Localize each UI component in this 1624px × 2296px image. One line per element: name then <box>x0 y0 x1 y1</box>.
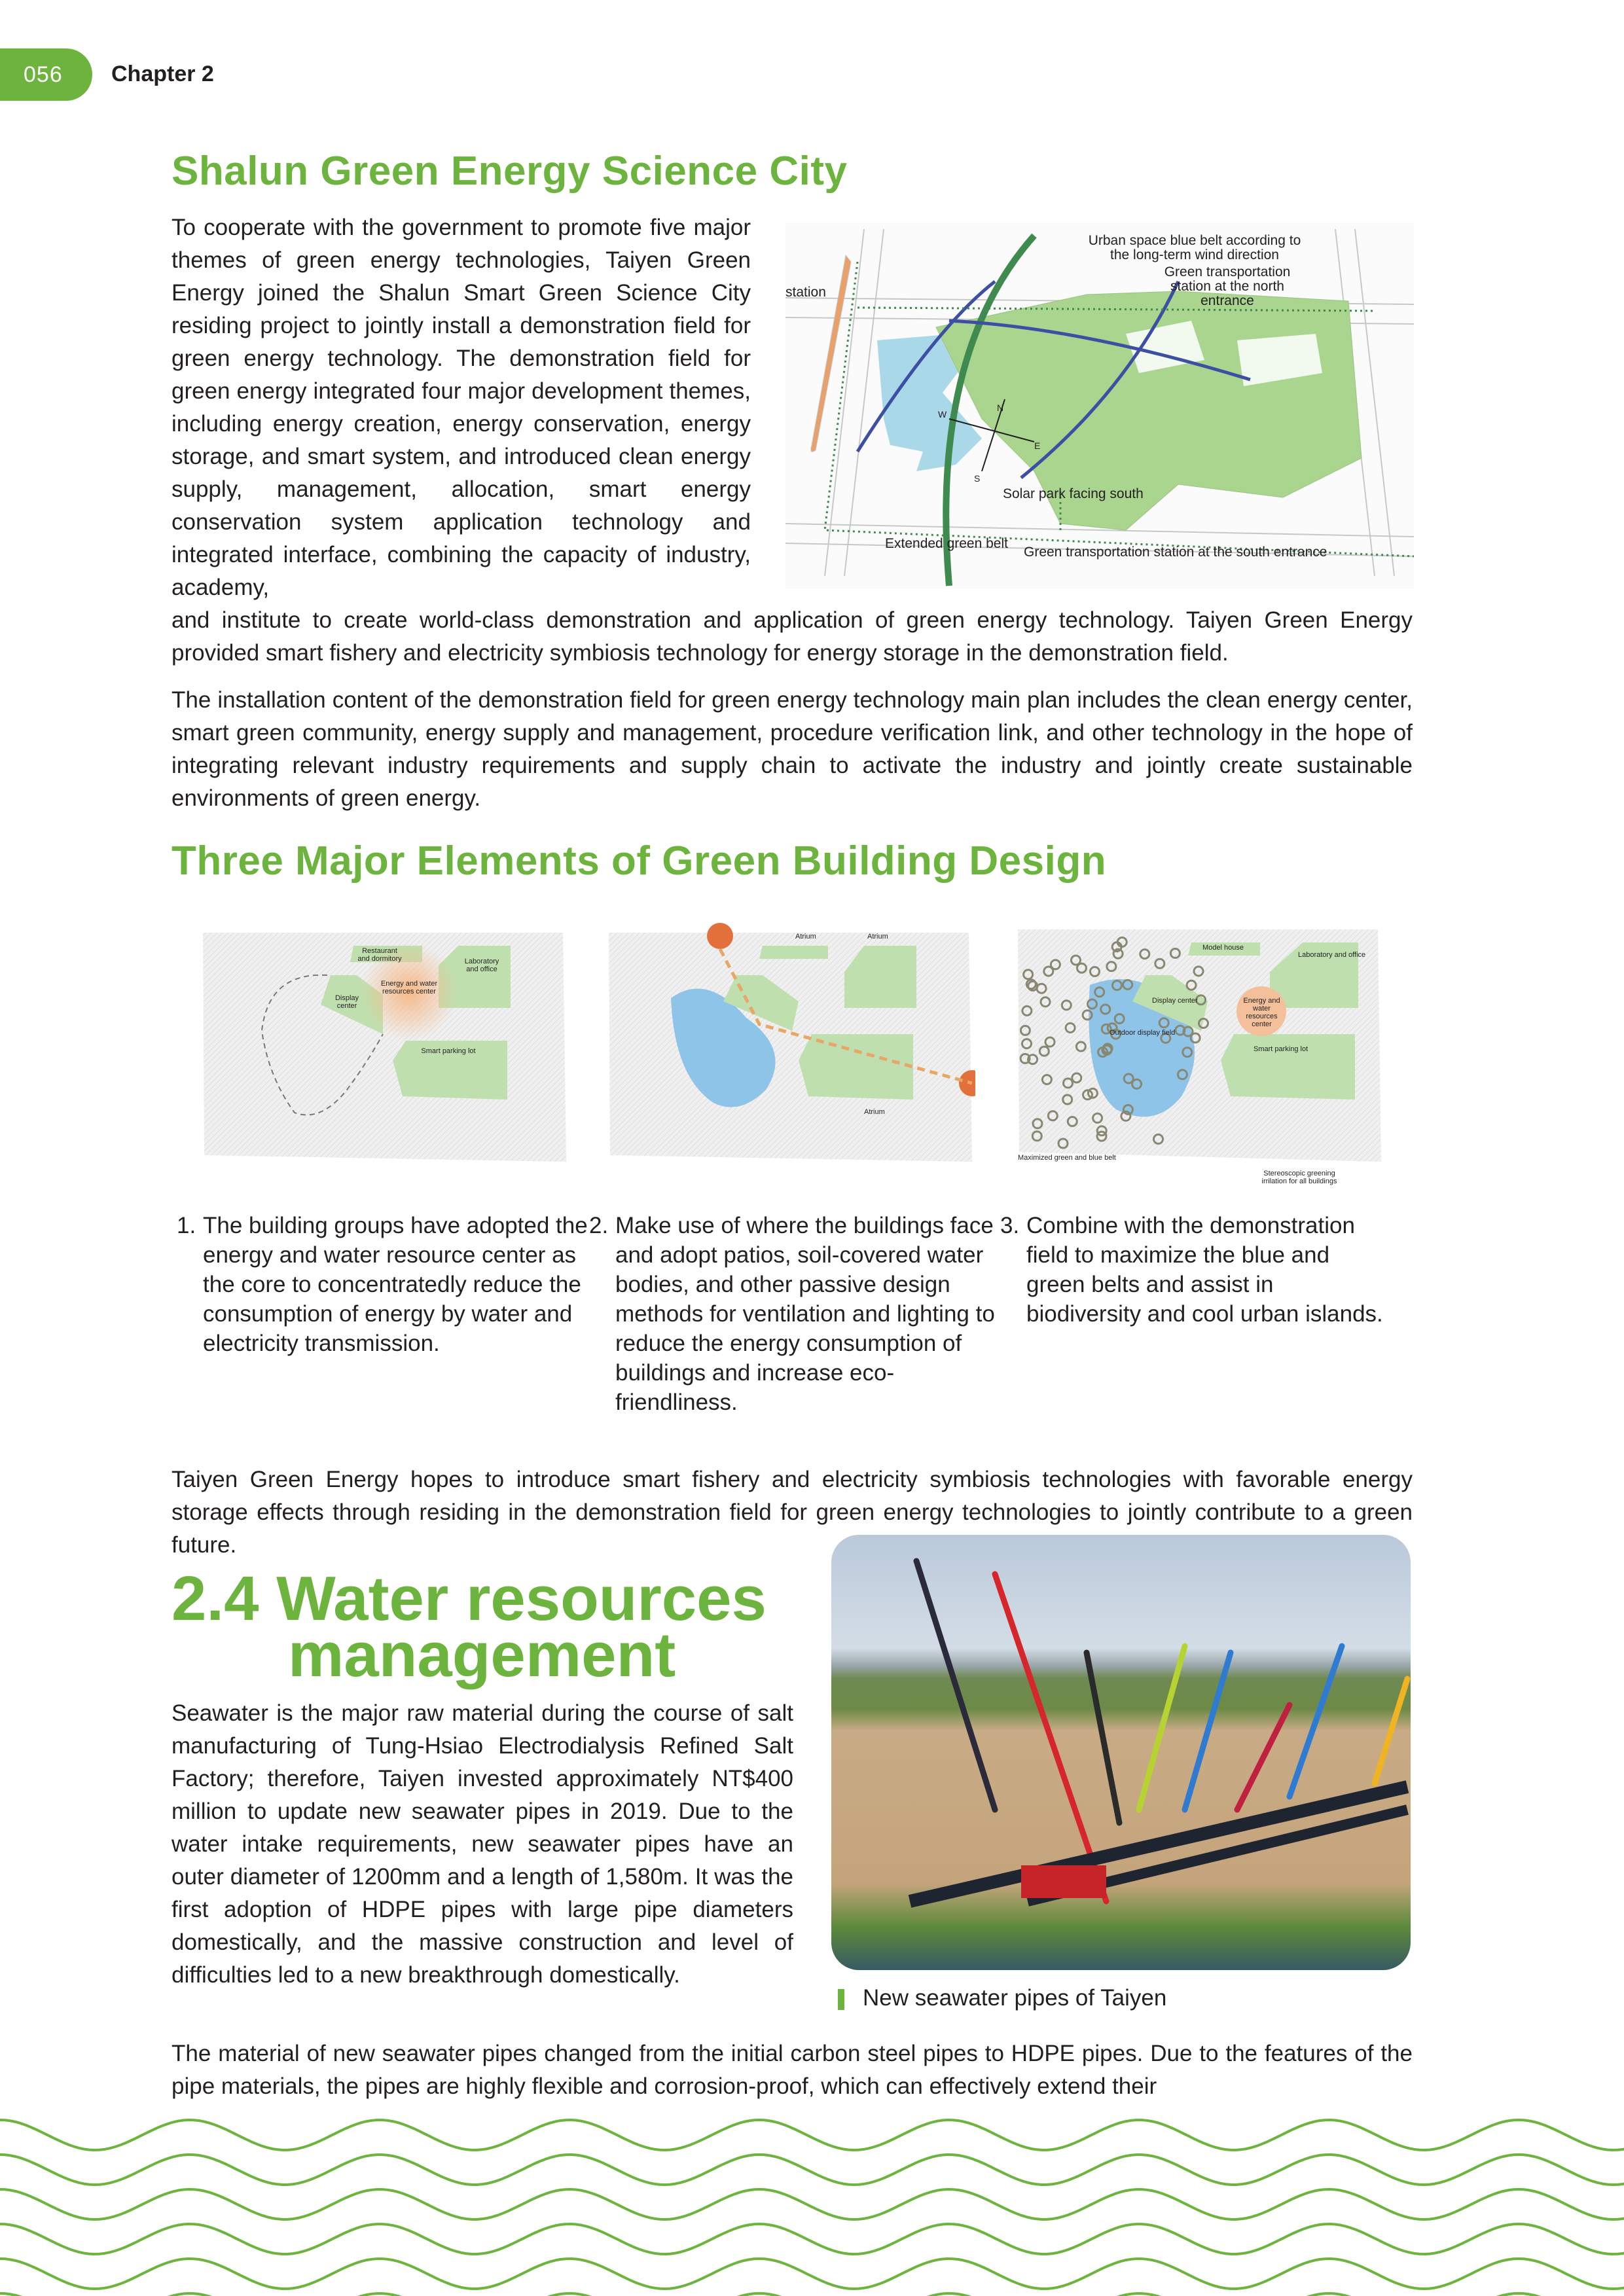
map-label-south-station: Green transportation station at the south entrance <box>1024 545 1327 560</box>
caption-text: New seawater pipes of Taiyen <box>863 1985 1167 2011</box>
photo-caption <box>838 1985 1166 2011</box>
element-number: 1. <box>177 1213 196 1238</box>
compass-e: E <box>1034 440 1041 451</box>
crane-booms <box>916 1561 1407 1901</box>
label-outdoor-display: Outdoor display field <box>1110 1029 1176 1037</box>
tree-cluster <box>1011 920 1384 1194</box>
wave-line <box>0 2259 1624 2289</box>
title-line-2: management <box>288 1620 676 1690</box>
map-label-north-station: Green transportation station at the north entrance <box>1164 264 1291 308</box>
diagram-green-blue-belt <box>1011 920 1384 1194</box>
element-text: Make use of where the buildings face and adopt patios, soil-covered water bodies, and other passive design methods for ventilation and lighting to reduce the energy consumption of buildings and increase eco-friendliness. <box>615 1213 995 1415</box>
label-energy-center: Energy and water resources center <box>1243 997 1280 1028</box>
compass-s: S <box>974 473 981 484</box>
site-plan-illustration <box>785 223 1414 589</box>
wave-line <box>0 2155 1624 2185</box>
element-number: 2. <box>589 1213 609 1238</box>
element-text: The building groups have adopted the energy and water resource center as the core to concentratedly reduce the consumption of energy by water and electricity transmission. <box>203 1213 588 1356</box>
label-greening: Stereoscopic greening irrilation for all buildings <box>1261 1170 1337 1185</box>
title-line-1: 2.4 Water resources <box>171 1564 767 1634</box>
section-title-green-building: Three Major Elements of Green Building Design <box>171 838 1107 884</box>
label-atrium-3: Atrium <box>864 1108 885 1116</box>
diagram-energy-center <box>196 920 569 1181</box>
label-restaurant: Restaurant and dormitory <box>357 947 402 963</box>
wave-line <box>0 2120 1624 2150</box>
wave-line <box>0 2224 1624 2254</box>
compass-w: W <box>938 409 947 420</box>
seawater-paragraph: Seawater is the major raw material during the course of salt manufacturing of Tung-Hsiao Electrodialysis Refined Salt Factory; therefore, Taiyen invested approximately NT$400 million to update new seawater pipes in 2019. Due to the water intake requirements, new seawater pipes have an outer diameter of 1200mm and a length of 1,580m. It was the first adoption of HDPE pipes with large pipe diameters domestically, and the massive construction and level of difficulties led to a new breakthrough domestically. <box>171 1700 793 1988</box>
label-energy-center: Energy and water resources center <box>380 980 438 996</box>
label-atrium-1: Atrium <box>795 933 816 941</box>
section-title-shalun: Shalun Green Energy Science City <box>171 149 848 194</box>
element-text: Combine with the demonstration field to maximize the blue and green belts and assist in biodiversity and cool urban islands. <box>1026 1213 1383 1327</box>
wave-line <box>0 2189 1624 2219</box>
page-number-tab: 056 <box>0 48 92 101</box>
compass-n: N <box>997 403 1004 413</box>
label-belt: Maximized green and blue belt <box>1018 1154 1116 1162</box>
map-label-solar-park: Solar park facing south <box>1003 486 1144 501</box>
installation-paragraph: The installation content of the demonstration field for green energy technology main plan includes the clean energy center, smart green community, energy supply and management, procedure verification link, and other technology in the hope of integrating relevant industry requirements and supply chain to activate the industry and jointly create sustainable environments of green energy. <box>171 687 1413 811</box>
label-laboratory: Laboratory and office <box>464 958 499 973</box>
caption-accent-bar <box>838 1989 844 2010</box>
intro-paragraph: To cooperate with the government to promote five major themes of green energy technologies, Taiyen Green Energy joined the Shalun Smart Green Science City residing project to jointly install a demonstration field for green energy technology. The demonstration field for green energy integrated four major development themes, including energy creation, energy conservation, energy storage, and smart system, and introduced clean energy supply, management, allocation, smart energy conservation system application technology and integrated interface, combining the capacity of industry, academy, <box>171 215 751 600</box>
chapter-label: Chapter 2 <box>111 62 214 86</box>
label-model-house: Model house <box>1202 944 1244 952</box>
material-paragraph: The material of new seawater pipes changed from the initial carbon steel pipes to HDPE pipes. Due to the features of the pipe materials, the pipes are highly flexible and corrosion-proof, which can effectively extend their <box>171 2041 1413 2099</box>
label-laboratory: Laboratory and office <box>1298 951 1366 959</box>
seawater-pipes-photo <box>831 1535 1411 1970</box>
design-element <box>1000 1211 1393 1417</box>
intro-paragraph-continued: and institute to create world-class demonstration and application of green energy technology. Taiyen Green Energy provided smart fishery and electricity symbiosis technology for energy storage in the demonstration field. <box>171 607 1413 666</box>
diagram-atrium <box>602 920 975 1181</box>
label-parking: Smart parking lot <box>1254 1045 1308 1053</box>
label-display-center: Display center <box>334 994 359 1010</box>
site-plan-figure <box>785 223 1414 589</box>
decorative-waves <box>0 2111 1624 2296</box>
map-label-wind: Urban space blue belt according to the long-term wind direction <box>1088 233 1301 262</box>
element-number: 3. <box>1000 1213 1020 1238</box>
design-element <box>177 1211 589 1417</box>
map-label-station: station <box>785 285 826 300</box>
label-parking: Smart parking lot <box>421 1047 476 1055</box>
wave-line <box>0 2293 1624 2296</box>
label-atrium-2: Atrium <box>867 933 888 941</box>
section-title-water <box>171 1564 800 1690</box>
map-label-green-belt: Extended green belt <box>885 536 1008 551</box>
closing-paragraph: Taiyen Green Energy hopes to introduce smart fishery and electricity symbiosis technologies with favorable energy storage effects through residing in the demonstration field for green energy technologies to jointly contribute to a green future. <box>171 1467 1413 1558</box>
hdpe-pipe <box>910 1787 1407 1901</box>
design-element <box>589 1211 1000 1417</box>
label-display-center: Display center <box>1152 997 1198 1005</box>
design-elements-list <box>177 1211 1407 1417</box>
